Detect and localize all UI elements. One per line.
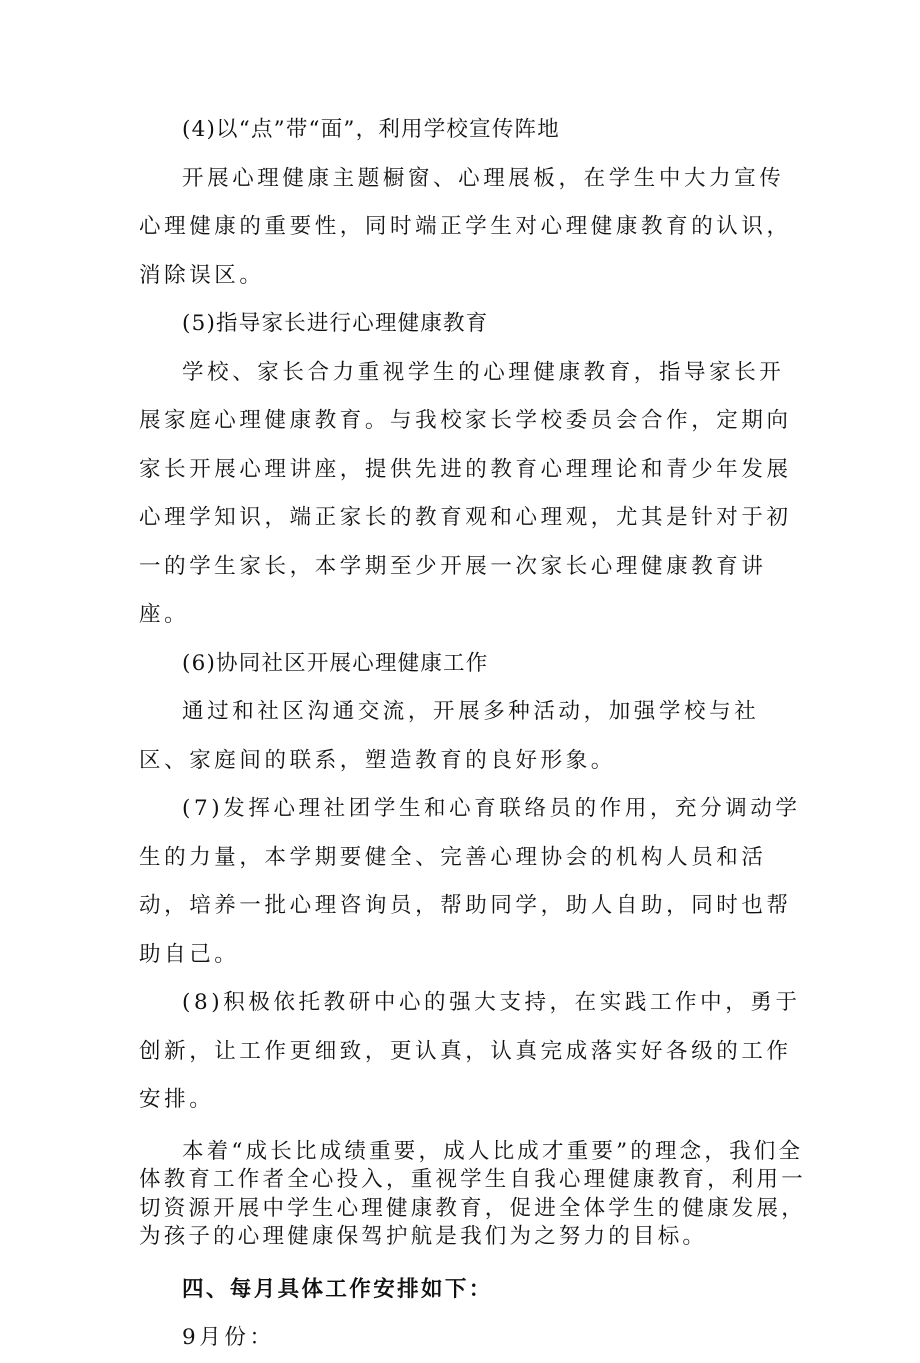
item-8-paragraph: (8)积极依托教研中心的强大支持，在实践工作中，勇于创新，让工作更细致，更认真，认真完成落实好各级的工作安排。 [139,990,801,1112]
item-4-body: 开展心理健康主题橱窗、心理展板，在学生中大力宣传心理健康的重要性，同时端正学生对心理健康教育的认识，消除误区。 [139,165,792,288]
section-four-heading: 四、每月具体工作安排如下： [182,1276,493,1302]
item-7-paragraph: (7)发挥心理社团学生和心育联络员的作用，充分调动学生的力量，本学期要健全、完善心理协会的机构人员和活动，培养一批心理咨询员，帮助同学，助人自助，同时也帮助自己。 [139,796,801,967]
item-6-heading: (6)协同社区开展心理健康工作 [182,650,489,676]
item-6-body: 通过和社区沟通交流，开展多种活动，加强学校与社区、家庭间的联系，塑造教育的良好形象。 [139,699,760,773]
summary-paragraph: 本着“成长比成绩重要，成人比成才重要”的理念，我们全体教育工作者全心投入，重视学生自我心理健康教育，利用一切资源开展中学生心理健康教育，促进全体学生的健康发展，为孩子的心理健康保驾护航是我们为之努力的目标。 [139,1138,806,1249]
document-page [139,106,809,1363]
item-5-body: 学校、家长合力重视学生的心理健康教育，指导家长开展家庭心理健康教育。与我校家长学校委员会合作，定期向家长开展心理讲座，提供先进的教育心理理论和青少年发展心理学知识，端正家长的教育观和心理观，尤其是针对于初一的学生家长，本学期至少开展一次家长心理健康教育讲座。 [139,359,792,627]
item-5-heading: (5)指导家长进行心理健康教育 [182,311,489,336]
month-september-label: 9月份： [182,1325,275,1350]
item-4-heading: (4)以“点”带“面”，利用学校宣传阵地 [182,117,560,142]
